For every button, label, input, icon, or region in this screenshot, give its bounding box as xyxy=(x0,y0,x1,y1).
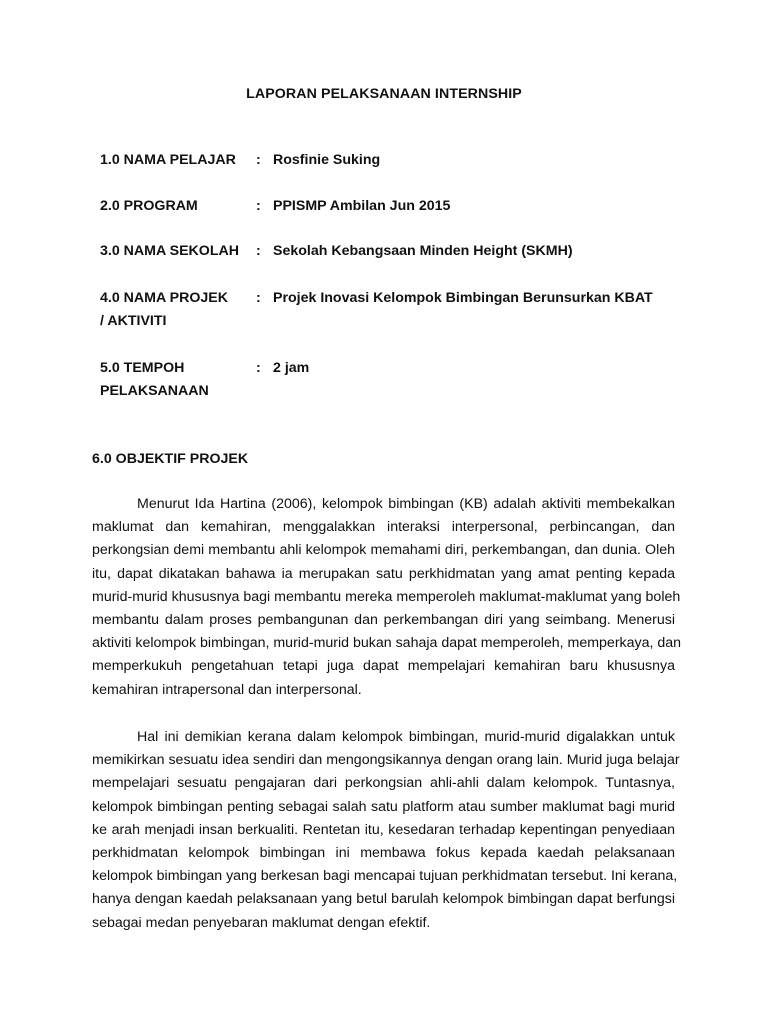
field-value: Rosfinie Suking xyxy=(273,152,381,168)
paragraph-line: Menurut Ida Hartina (2006), kelompok bimbingan (KB) adalah aktiviti membekalkan xyxy=(137,496,675,512)
paragraph-line: kelompok bimbingan yang berkesan bagi mencapai tujuan perkhidmatan tersebut. Ini kerana, xyxy=(92,868,678,885)
paragraph-line: memperkukuh pengetahuan tetapi juga dapat mempelajari kemahiran baru khususnya xyxy=(92,658,675,675)
field-label: 3.0 NAMA SEKOLAH xyxy=(100,243,239,259)
paragraph-line: mempelajari sesuatu pengajaran dari perkongsian ahli-ahli dalam kelompok. Tuntasnya, xyxy=(92,775,675,792)
field-colon: : xyxy=(256,152,261,168)
field-value: 2 jam xyxy=(273,360,310,376)
field-label: 2.0 PROGRAM xyxy=(100,198,198,214)
field-value: PPISMP Ambilan Jun 2015 xyxy=(273,198,451,214)
field-label-continued: PELAKSANAAN xyxy=(100,383,209,399)
paragraph-1 xyxy=(92,493,682,702)
paragraph-2 xyxy=(92,726,680,935)
field-label: 5.0 TEMPOH xyxy=(100,360,185,376)
paragraph-line: itu, dapat dikatakan bahawa ia merupakan satu perkhidmatan yang amat penting kepada xyxy=(92,565,675,582)
field-colon: : xyxy=(256,290,261,306)
field-colon: : xyxy=(256,198,261,214)
paragraph-line: ke arah menjadi insan berkualiti. Rentetan itu, kesedaran terhadap kepentingan penyediaan xyxy=(92,821,675,838)
field-colon: : xyxy=(256,360,261,376)
field-label: 4.0 NAMA PROJEK xyxy=(100,290,228,306)
section-heading: 6.0 OBJEKTIF PROJEK xyxy=(92,451,249,467)
document-title: LAPORAN PELAKSANAAN INTERNSHIP xyxy=(246,86,522,102)
paragraph-line: kelompok bimbingan penting sebagai salah satu platform atau sumber maklumat bagi murid xyxy=(92,798,675,815)
field-label-continued: / AKTIVITI xyxy=(100,313,167,329)
paragraph-line: sebagai medan penyebaran maklumat dengan efektif. xyxy=(92,914,431,931)
field-colon: : xyxy=(256,243,261,259)
field-value: Projek Inovasi Kelompok Bimbingan Berunsurkan KBAT xyxy=(273,290,653,306)
paragraph-line: membantu dalam proses pembangunan dan perkembangan diri yang seimbang. Menerusi xyxy=(92,612,675,629)
paragraph-line: memikirkan sesuatu idea sendiri dan mengongsikannya dengan orang lain. Murid juga belajar xyxy=(92,752,680,769)
paragraph-line: maklumat dan kemahiran, menggalakkan interaksi interpersonal, perbincangan, dan xyxy=(92,519,675,536)
paragraph-line: murid-murid khususnya bagi membantu mereka memperoleh maklumat-maklumat yang boleh xyxy=(92,588,681,605)
field-value: Sekolah Kebangsaan Minden Height (SKMH) xyxy=(273,243,573,259)
paragraph-line: perkhidmatan kelompok bimbingan ini membawa fokus kepada kaedah pelaksanaan xyxy=(92,845,675,862)
paragraph-line: Hal ini demikian kerana dalam kelompok bimbingan, murid-murid digalakkan untuk xyxy=(137,729,675,745)
paragraph-line: hanya dengan kaedah pelaksanaan yang betul barulah kelompok bimbingan dapat berfungsi xyxy=(92,891,675,908)
paragraph-line: perkongsian demi membantu ahli kelompok memahami diri, perkembangan, dan dunia. Oleh xyxy=(92,542,675,559)
paragraph-line: kemahiran intrapersonal dan interpersonal. xyxy=(92,681,362,698)
paragraph-line: aktiviti kelompok bimbingan, murid-murid bukan sahaja dapat memperoleh, memperkaya, dan xyxy=(92,635,682,652)
field-label: 1.0 NAMA PELAJAR xyxy=(100,152,236,168)
